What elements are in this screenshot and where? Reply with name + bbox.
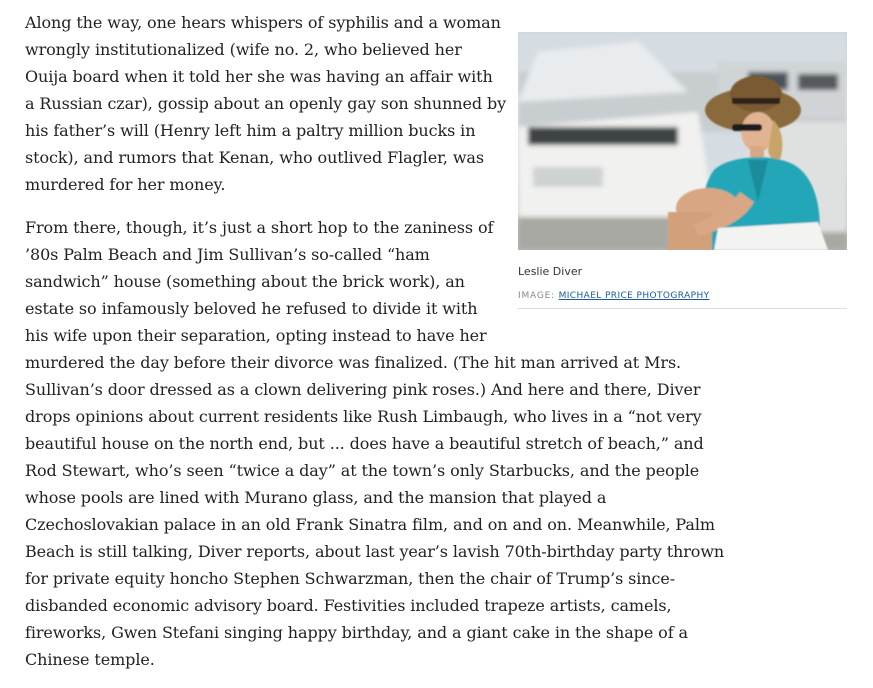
paragraph-line: wrongly institutionalized (wife no. 2, who believed her: [25, 40, 462, 59]
figure-caption: Leslie Diver: [518, 265, 583, 278]
paragraph-line: beautiful house on the north end, but ... does have a beautiful stretch of beach,” and: [25, 434, 704, 453]
paragraph-line: Czechoslovakian palace in an old Frank Sinatra film, and on and on. Meanwhile, Palm: [25, 515, 715, 534]
paragraph-line: his wife upon their separation, opting instead to have her: [25, 326, 487, 345]
paragraph-line: Ouija board when it told her she was having an affair with: [25, 67, 493, 86]
paragraph-line: Rod Stewart, who’s seen “twice a day” at the town’s only Starbucks, and the people: [25, 461, 700, 480]
paragraph-line: Along the way, one hears whispers of syphilis and a woman: [25, 13, 501, 32]
paragraph-line: Sullivan’s door dressed as a clown delivering pink roses.) And here and there, Diver: [25, 380, 701, 399]
photographer-link[interactable]: MICHAEL PRICE PHOTOGRAPHY: [558, 291, 710, 301]
paragraph-line: Chinese temple.: [25, 650, 155, 669]
paragraph-line: Beach is still talking, Diver reports, about last year’s lavish 70th-birthday party thrown: [25, 542, 725, 561]
paragraph-line: From there, though, it’s just a short hop to the zaniness of: [25, 218, 494, 237]
figure-divider: [518, 308, 847, 309]
paragraph-line: stock), and rumors that Kenan, who outlived Flagler, was: [25, 148, 484, 167]
article-figure: [518, 32, 847, 309]
paragraph-line: murdered the day before their divorce was finalized. (The hit man arrived at Mrs.: [25, 353, 682, 372]
image-credit: [518, 291, 847, 301]
article-paragraph-1: [25, 9, 506, 198]
paragraph-line: disbanded economic advisory board. Festivities included trapeze artists, camels,: [25, 596, 672, 615]
paragraph-line: estate so infamously beloved he refused to divide it with: [25, 299, 478, 318]
paragraph-line: whose pools are lined with Murano glass, and the mansion that played a: [25, 488, 607, 507]
paragraph-line: drops opinions about current residents like Rush Limbaugh, who lives in a “not very: [25, 407, 702, 426]
paragraph-line: ’80s Palm Beach and Jim Sullivan’s so-called “ham: [25, 245, 430, 264]
credit-prefix: IMAGE:: [518, 291, 559, 301]
paragraph-line: murdered for her money.: [25, 175, 226, 194]
paragraph-line: for private equity honcho Stephen Schwarzman, then the chair of Trump’s since-: [25, 569, 676, 588]
paragraph-line: his father’s will (Henry left him a paltry million bucks in: [25, 121, 476, 140]
paragraph-line: sandwich” house (something about the brick work), an: [25, 272, 465, 291]
paragraph-line: fireworks, Gwen Stefani singing happy birthday, and a giant cake in the shape of a: [25, 623, 688, 642]
paragraph-line: a Russian czar), gossip about an openly gay son shunned by: [25, 94, 507, 113]
leslie-diver-photo: [518, 32, 847, 250]
